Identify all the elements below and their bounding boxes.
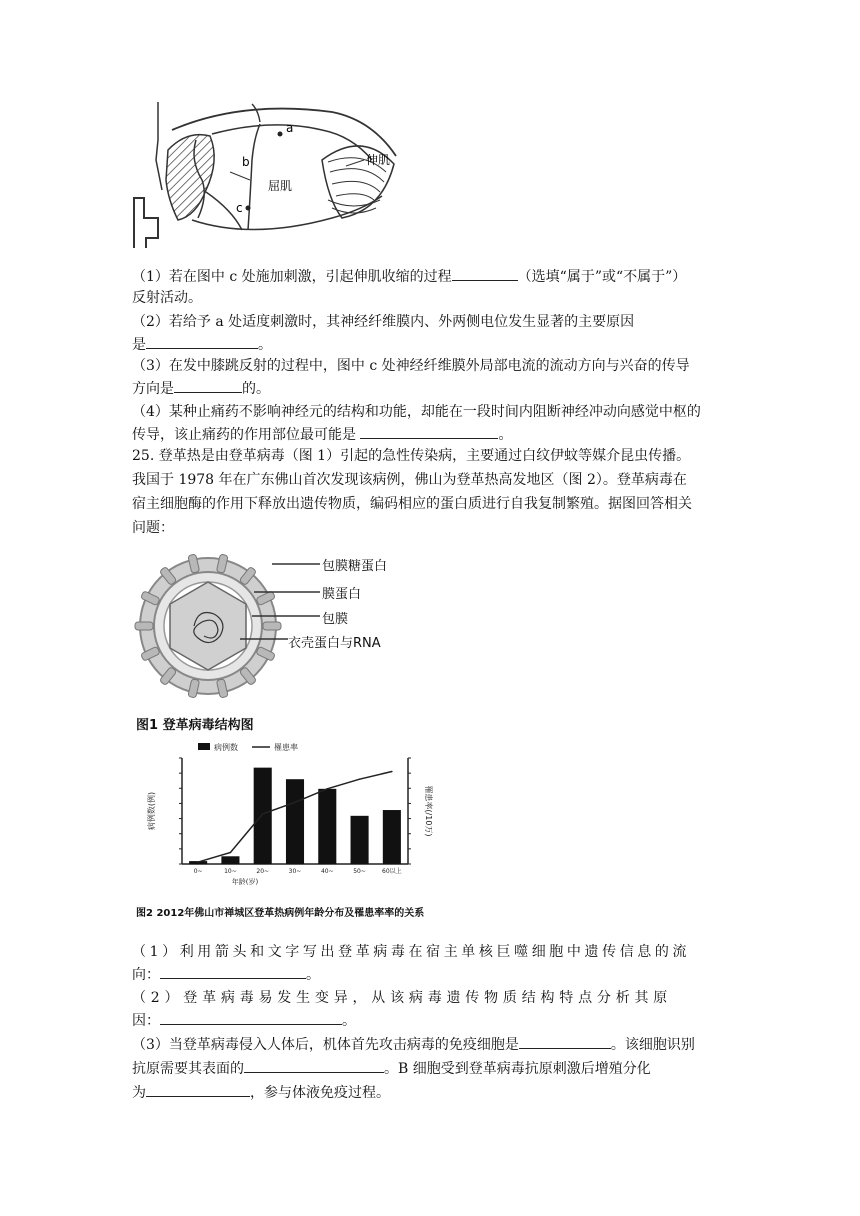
line-point <box>294 802 296 804</box>
chart-bar <box>221 856 239 864</box>
answer-blank[interactable] <box>452 266 518 281</box>
answer-blank[interactable] <box>160 964 306 979</box>
q25-part3-line1: （3）当登革病毒侵入人体后，机体首先攻击病毒的免疫细胞是 。该细胞识别 <box>132 1034 732 1055</box>
answer-blank[interactable] <box>160 1010 342 1025</box>
chart-bar <box>383 810 401 864</box>
line-point <box>391 771 393 773</box>
q24-part4-line1: （4）某种止痛药不影响神经元的结构和功能，却能在一段时间内阻断神经冲动向感觉中枢的 <box>132 404 701 420</box>
q25-part2-line2: 因： 。 <box>132 1010 732 1031</box>
q24-part3-line2: 方向是 的。 <box>132 378 732 399</box>
legend-label: 罹患率 <box>274 743 298 752</box>
x-tick-label: 0~ <box>193 868 203 875</box>
q25-part3-line2: 抗原需要其表面的 。B 细胞受到登革病毒抗原刺激后增殖分化 <box>132 1058 732 1079</box>
q24-part1-line2: 反射活动。 <box>132 290 202 306</box>
line-point <box>326 788 328 790</box>
label-capsid-rna: 衣壳蛋白与RNA <box>288 636 381 651</box>
x-tick-label: 50~ <box>353 868 366 875</box>
q25-intro-line3: 宿主细胞酶的作用下释放出遗传物质，编码相应的蛋白质进行自我复制繁殖。据图回答相关 <box>132 496 692 512</box>
reflex-arc-figure <box>132 100 402 252</box>
q24-part1-line1: （1）若在图中 c 处施加刺激，引起伸肌收缩的过程 （选填“属于”或“不属于”） <box>132 266 732 287</box>
q25-part1-line2: 向： 。 <box>132 964 732 985</box>
q24-part2-line2: 是 。 <box>132 334 732 355</box>
q25-intro-line1: 25. 登革热是由登革病毒（图 1）引起的急性传染病，主要通过白纹伊蚊等媒介昆虫传播。 <box>132 448 691 464</box>
q24-part3-line1: （3）在发中膝跳反射的过程中，图中 c 处神经纤维膜外局部电流的流动方向与兴奋的传导 <box>132 358 690 374</box>
q24-part2-line1: （2）若给予 a 处适度刺激时，其神经纤维膜内、外两侧电位发生显著的主要原因 <box>132 314 635 330</box>
answer-blank[interactable] <box>146 1082 250 1097</box>
q25-part3-line3: 为 ，参与体液免疫过程。 <box>132 1082 732 1103</box>
chart-bar <box>254 768 272 864</box>
line-point <box>230 852 232 854</box>
x-tick-label: 30~ <box>288 868 302 875</box>
legend-label: 病例数 <box>214 743 238 752</box>
y-axis-label: 病例数(例) <box>147 791 156 831</box>
figure2-caption: 图2 2012年佛山市禅城区登革热病例年龄分布及罹患率率的关系 <box>136 908 425 919</box>
y2-axis-label: 罹患率(/10万) <box>424 785 433 837</box>
label-b: b <box>242 155 250 169</box>
label-envelope: 包膜 <box>322 612 349 627</box>
q25-intro-line4: 问题： <box>132 520 174 536</box>
chart-bar <box>351 816 369 864</box>
legend-swatch-bar <box>198 743 210 750</box>
label-flexor: 屈肌 <box>268 179 293 193</box>
q24-part4-line2: 传导，该止痛药的作用部位最可能是 。 <box>132 424 732 445</box>
figure1-caption: 图1 登革病毒结构图 <box>136 718 254 733</box>
glycoprotein-spike <box>135 622 153 630</box>
answer-blank[interactable] <box>360 424 498 439</box>
answer-blank[interactable] <box>244 1058 384 1073</box>
label-extensor: 伸肌 <box>366 153 391 167</box>
x-tick-label: 60以上 <box>382 868 402 875</box>
line-point <box>197 861 199 863</box>
age-distribution-chart <box>140 740 440 890</box>
q25-part1-line1: （1）利用箭头和文字写出登革病毒在宿主单核巨噬细胞中遗传信息的流 <box>132 944 691 960</box>
q25-intro-line2: 我国于 1978 年在广东佛山首次发现该病例，佛山为登革热高发地区（图 2）。登革病毒在 <box>132 472 687 488</box>
label-c: c <box>236 201 243 215</box>
label-envelope-glycoprotein: 包膜糖蛋白 <box>322 559 388 574</box>
virus-leader-lines <box>200 550 324 650</box>
chart-bar <box>286 779 304 864</box>
x-tick-label: 40~ <box>320 868 334 875</box>
chart-bar <box>318 789 336 864</box>
line-point <box>359 778 361 780</box>
line-point <box>262 813 264 815</box>
label-a: a <box>286 121 294 135</box>
q25-part2-line1: （2）登革病毒易发生变异，从该病毒遗传物质结构特点分析其原 <box>132 990 673 1006</box>
x-axis-label: 年龄(岁) <box>231 878 259 886</box>
answer-blank[interactable] <box>174 378 242 393</box>
x-tick-label: 20~ <box>256 868 270 875</box>
label-membrane-protein: 膜蛋白 <box>322 587 362 602</box>
x-tick-label: 10~ <box>224 868 237 875</box>
answer-blank[interactable] <box>519 1034 611 1049</box>
answer-blank[interactable] <box>146 334 258 349</box>
